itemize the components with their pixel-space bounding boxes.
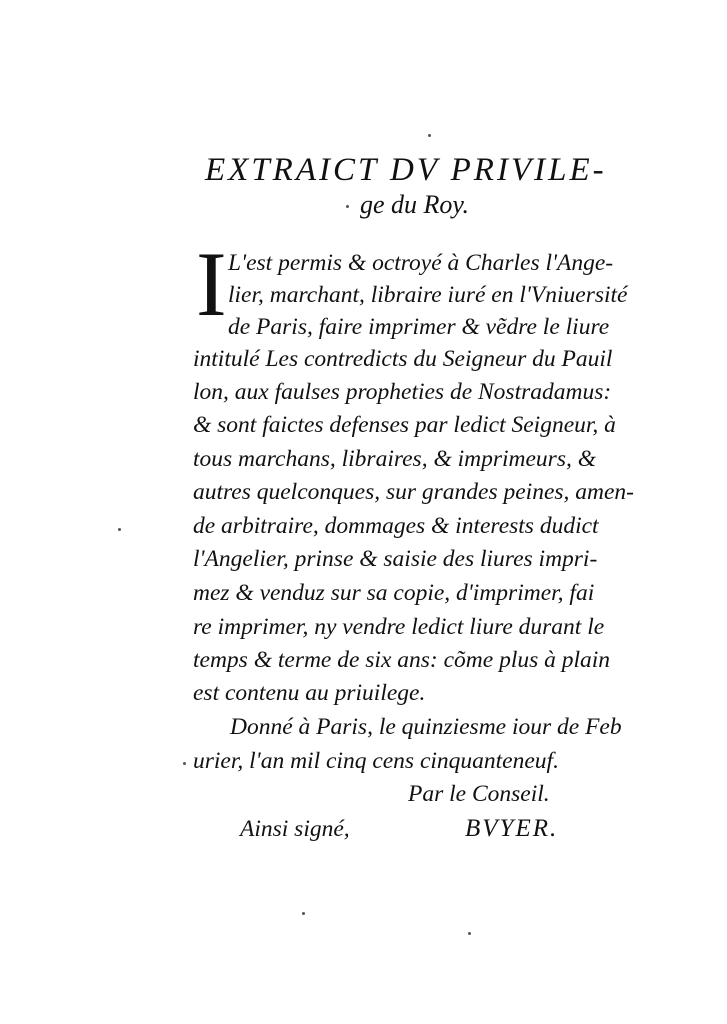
scan-speck: [302, 912, 305, 915]
text-line-13: temps & terme de six ans: cõme plus à plain: [193, 647, 611, 673]
text-line-9: de arbitraire, dommages & interests dudict: [193, 513, 599, 539]
text-line-3: de Paris, faire imprimer & vẽdre le liure: [228, 314, 610, 340]
text-line-12: re imprimer, ny vendre ledict liure durant le: [193, 614, 605, 640]
text-line-5: lon, aux faulses propheties de Nostradamus:: [193, 379, 612, 405]
text-line-14: est contenu au priuilege.: [193, 680, 426, 706]
privilege-title: EXTRAICT DV PRIVILE-: [205, 152, 607, 188]
text-line-8: autres quelconques, sur grandes peines, amen-: [193, 479, 634, 505]
privilege-subtitle: ge du Roy.: [360, 190, 470, 219]
scan-speck: [468, 932, 471, 935]
scan-speck: [428, 134, 431, 137]
scan-speck: [118, 528, 121, 531]
text-line-11: mez & venduz sur sa copie, d'imprimer, fai: [193, 580, 595, 606]
text-line-2: lier, marchant, libraire iuré en l'Vniuersité: [228, 282, 628, 308]
text-line-1: L'est permis & octroyé à Charles l'Ange-: [228, 250, 614, 276]
text-line-6: & sont faictes defenses par ledict Seigneur, à: [193, 412, 616, 438]
text-line-10: l'Angelier, prinse & saisie des liures impri-: [193, 546, 598, 572]
text-line-15: Donné à Paris, le quinziesme iour de Feb: [230, 714, 622, 740]
drop-cap: I: [196, 233, 227, 335]
signature-label: Ainsi signé,: [240, 816, 350, 842]
scan-speck: [183, 762, 186, 765]
text-line-16: urier, l'an mil cinq cens cinquanteneuf.: [193, 748, 559, 774]
text-line-4: intitulé Les contredicts du Seigneur du Pauil: [193, 346, 613, 372]
scan-speck: [346, 205, 349, 208]
signature-name: BVYER.: [465, 815, 559, 842]
text-line-7: tous marchans, libraires, & imprimeurs, &: [193, 446, 596, 472]
council-line: Par le Conseil.: [408, 781, 550, 807]
